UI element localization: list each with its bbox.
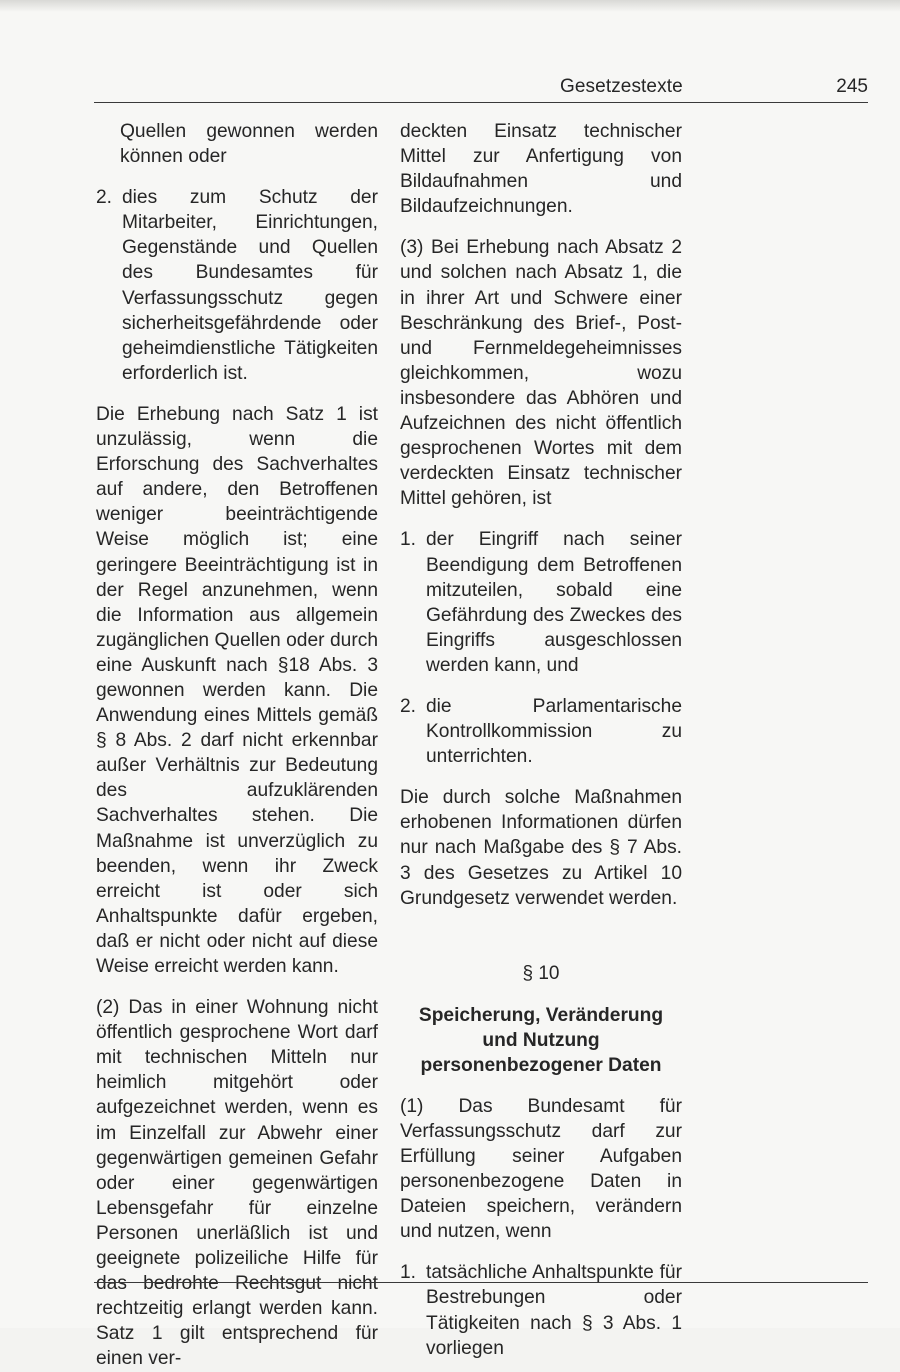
footer-rule [94,1282,868,1283]
page-number: 245 [836,76,868,97]
section-title-line: und Nutzung [482,1029,600,1051]
section-title [400,1003,682,1078]
paragraph-erhebung: Die Erhebung nach Satz 1 ist unzulässig, wenn die Erforschung des Sachverhaltes auf andere, den Betroffenen weniger beeinträchtigende Weise möglich ist; eine geringere Beeinträchtigung ist in der Regel anzunehmen, wenn die Information aus allgemein zugänglichen Quellen oder durch eine Auskunft nach §18 Abs. 3 gewonnen werden kann. Die Anwendung eines Mittels gemäß § 8 Abs. 2 darf nicht erkennbar außer Verhältnis zur Bedeutung des aufzuklärenden Sachverhaltes stehen. Die Maßnahme ist unverzüglich zu beenden, wenn ihr Zweck erreicht ist oder sich Anhaltspunkte dafür ergeben, daß er nicht oder nicht auf diese Weise erreicht werden kann. [96,403,378,977]
list-item-text: dies zum Schutz der Mitarbeiter, Einrichtungen, Gegenstände und Quellen des Bundesamtes für Verfassungsschutz gegen sicherheitsgefährdende oder geheimdienstliche Tätigkeiten erforderlich ist. [122,187,378,384]
list-item-continuation: Quellen gewonnen werden können oder [120,121,378,168]
list-item-text: der Eingriff nach seiner Beendigung dem Betroffenen mitzuteilen, sobald eine Gefährdung des Zweckes des Eingriffs ausgeschlossen werden kann, und [426,529,682,676]
paragraph-continuation: deckten Einsatz technischer Mittel zur Anfertigung von Bildaufnahmen und Bildaufzeichnungen. [400,121,682,218]
section-number: § 10 [522,962,560,984]
list-item-text: tatsächliche Anhaltspunkte für Bestrebungen oder Tätigkeiten nach § 3 Abs. 1 vorliegen [426,1262,682,1359]
section-paragraph-1: (1) Das Bundesamt für Verfassungsschutz darf zur Erfüllung seiner Aufgaben personenbezogene Daten in Dateien speichern, verändern und nutzen, wenn [400,1095,682,1243]
page-header [94,74,868,103]
list-item [96,185,378,386]
paragraph-3: (3) Bei Erhebung nach Absatz 2 und solchen nach Absatz 1, die in ihrer Art und Schwere einer Beschränkung des Brief-, Post- und Fernmeldegeheimnisses gleichkommen, wozu insbesondere das Abhören und Aufzeichnen des nicht öffentlich gesprochenen Wortes mit dem verdeckten Einsatz technischer Mittel gehören, ist [400,237,682,510]
section-title-line: personenbezogener Daten [420,1054,662,1076]
list-item [400,527,682,678]
section-title-line: Speicherung, Veränderung [418,1004,664,1026]
left-column [96,119,378,1372]
running-title: Gesetzestexte [560,76,683,97]
list-item-number: 2. [96,187,113,209]
paragraph-2: (2) Das in einer Wohnung nicht öffentlich gesprochene Wort darf mit technischen Mitteln nur heimlich mitgehört oder aufgezeichnet werden, wenn es im Einzelfall zur Abwehr einer gegenwärtigen gemeinen Gefahr oder einer gegenwärtigen Lebensgefahr für einzelne Personen unerläßlich ist und geeignete polizeiliche Hilfe für das bedrohte Rechtsgut nicht rechtzeitig erlangt werden kann. Satz 1 gilt entsprechend für einen ver- [96,997,378,1370]
list-item [400,1260,682,1360]
paragraph-massnahmen: Die durch solche Maßnahmen erhobenen Informationen dürfen nur nach Maßgabe des § 7 Abs. 3 des Gesetzes zu Artikel 10 Grundgesetz verwendet werden. [400,787,682,909]
list-item-number: 1. [400,529,417,551]
list-item-number: 1. [400,1262,417,1284]
list-item-number: 2. [400,695,417,717]
right-column [400,119,682,1361]
scan-edge-shadow [0,0,900,12]
list-item-text: die Parlamentarische Kontrollkommission zu unterrichten. [426,695,682,768]
list-item [400,694,682,769]
